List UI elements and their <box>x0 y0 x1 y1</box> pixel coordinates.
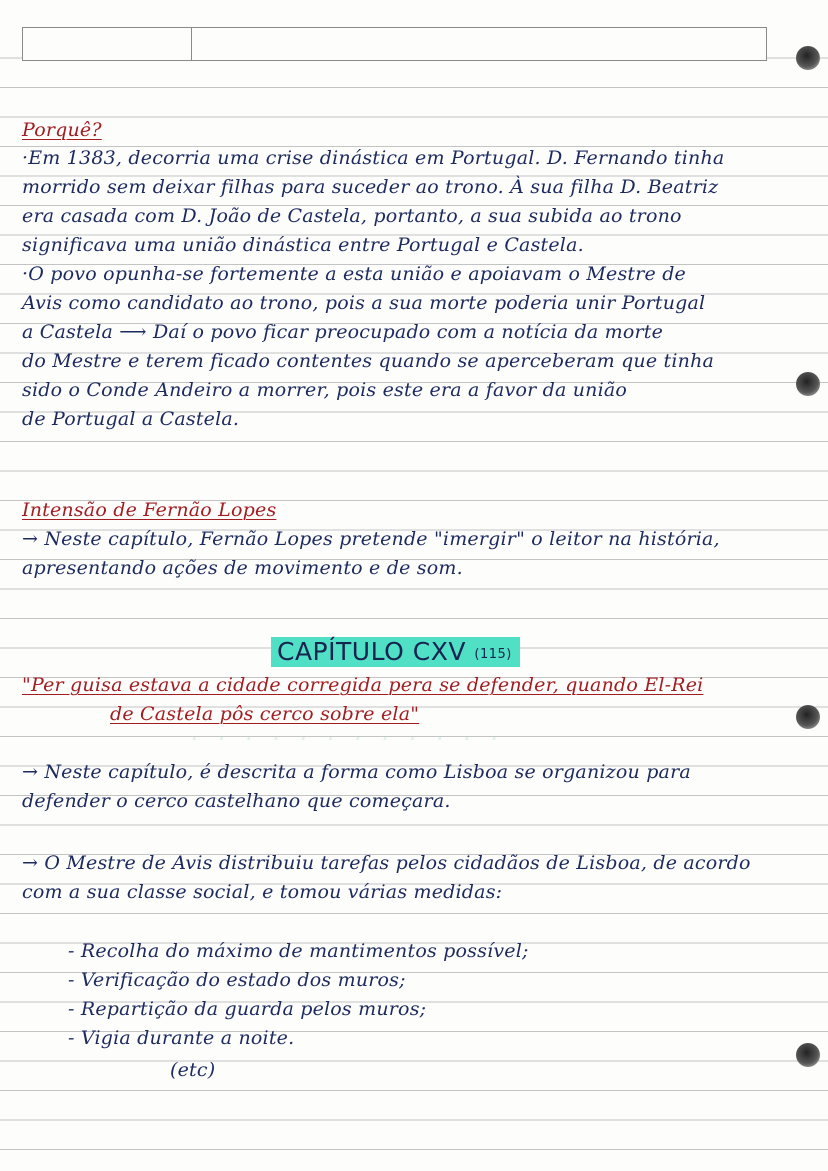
paragraph-line: a Castela ⟶ Daí o povo ficar preocupado com a notícia da morte <box>22 321 664 343</box>
header-divider <box>191 28 192 60</box>
paragraph-line: com a sua classe social, e tomou várias medidas: <box>22 881 503 903</box>
binder-hole-icon <box>796 372 820 396</box>
paragraph-line: sido o Conde Andeiro a morrer, pois este era a favor da união <box>22 379 628 401</box>
header-box <box>22 27 767 61</box>
paragraph-line: → Neste capítulo, é descrita a forma como Lisboa se organizou para <box>22 761 691 783</box>
chapter-quote-line: "Per guisa estava a cidade corregida pera se defender, quando El-Rei <box>22 674 704 696</box>
page-top-margin <box>0 0 828 26</box>
paragraph-line: → O Mestre de Avis distribuiu tarefas pelos cidadãos de Lisboa, de acordo <box>22 852 751 874</box>
paragraph-line: morrido sem deixar filhas para suceder ao trono. À sua filha D. Beatriz <box>22 176 719 198</box>
chapter-number: (115) <box>474 647 512 662</box>
list-item: - Vigia durante a noite. <box>68 1027 295 1049</box>
paragraph-line: → Neste capítulo, Fernão Lopes pretende "imergir" o leitor na história, <box>22 528 720 550</box>
list-item: - Verificação do estado dos muros; <box>68 969 406 991</box>
binder-hole-icon <box>796 46 820 70</box>
paragraph-line: do Mestre e terem ficado contentes quando se aperceberam que tinha <box>22 350 715 372</box>
chapter-heading <box>271 637 520 667</box>
section-title-porque: Porquê? <box>22 119 102 141</box>
paragraph-line: significava uma união dinástica entre Portugal e Castela. <box>22 234 584 256</box>
paragraph-line: de Portugal a Castela. <box>22 408 240 430</box>
etc-note: (etc) <box>170 1059 216 1081</box>
chapter-title: CAPÍTULO CXV <box>277 637 466 666</box>
chapter-quote-line: de Castela pôs cerco sobre ela" <box>110 703 420 725</box>
list-item: - Repartição da guarda pelos muros; <box>68 998 427 1020</box>
paragraph-line: apresentando ações de movimento e de som. <box>22 557 463 579</box>
paragraph-line: ·O povo opunha-se fortemente a esta união e apoiavam o Mestre de <box>22 263 687 285</box>
paragraph-line: era casada com D. João de Castela, portanto, a sua subida ao trono <box>22 205 682 227</box>
paragraph-line: Avis como candidato ao trono, pois a sua morte poderia unir Portugal <box>22 292 706 314</box>
section-title-intencao: Intensão de Fernão Lopes <box>22 499 277 521</box>
bleed-through-ink: · · · · · · · · · · · · <box>190 725 504 753</box>
binder-hole-icon <box>796 1043 820 1067</box>
binder-hole-icon <box>796 705 820 729</box>
list-item: - Recolha do máximo de mantimentos possível; <box>68 940 529 962</box>
paragraph-line: ·Em 1383, decorria uma crise dinástica em Portugal. D. Fernando tinha <box>22 147 725 169</box>
paragraph-line: defender o cerco castelhano que começara. <box>22 790 451 812</box>
